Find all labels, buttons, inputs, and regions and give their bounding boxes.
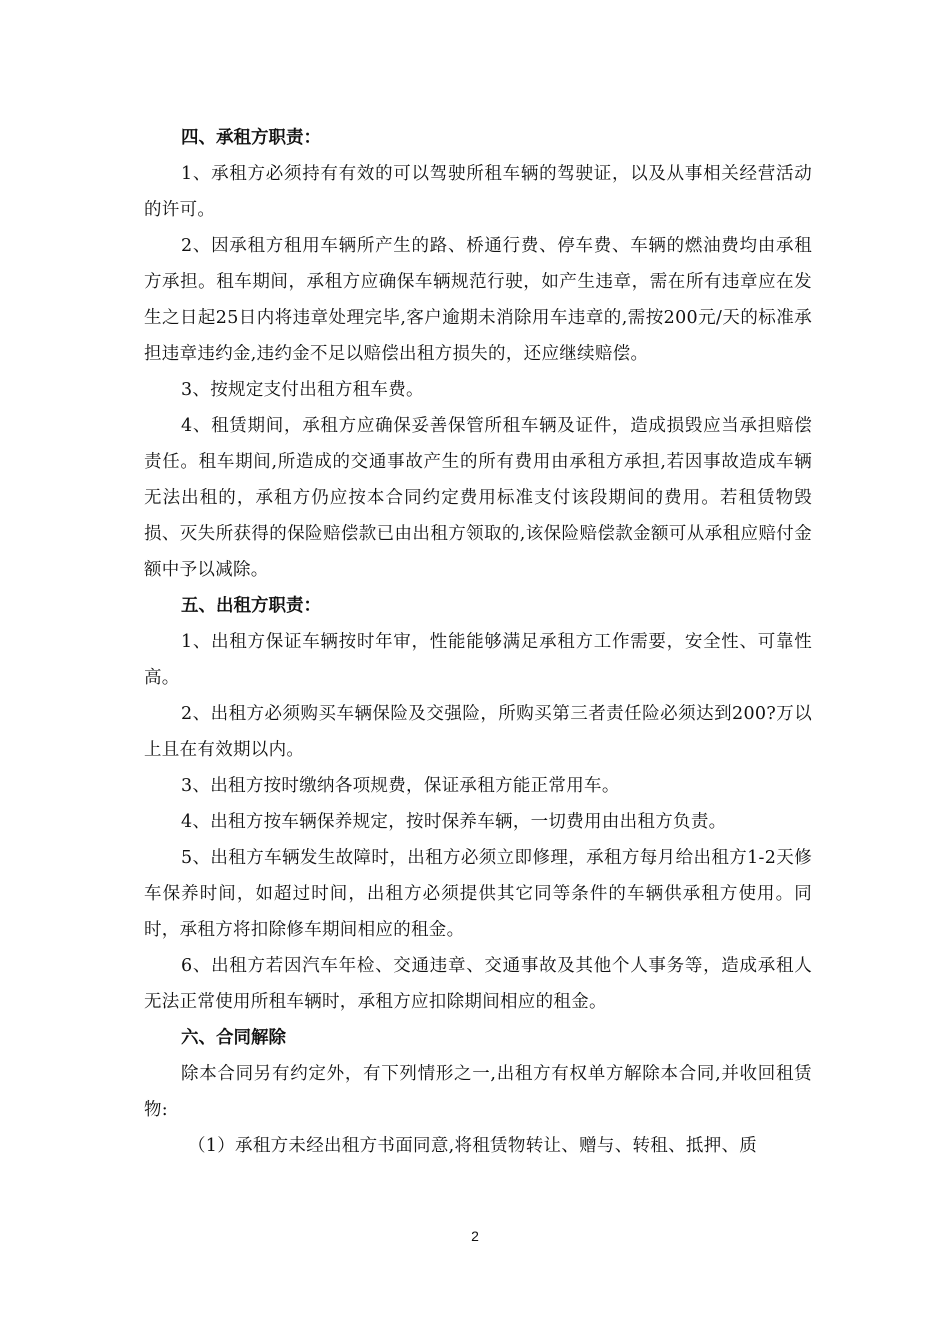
paragraph: 5、出租方车辆发生故障时，出租方必须立即修理，承租方每月给出租方1-2天修车保养时间，如超过时间，出租方必须提供其它同等条件的车辆供承租方使用。同时，承租方将扣除修车期间相应的租金。 — [144, 848, 812, 940]
page-number: 2 — [471, 1228, 479, 1244]
paragraph: 1、承租方必须持有有效的可以驾驶所租车辆的驾驶证，以及从事相关经营活动的许可。 — [144, 164, 812, 220]
paragraph: 除本合同另有约定外，有下列情形之一,出租方有权单方解除本合同,并收回租赁物: — [144, 1064, 812, 1120]
paragraph: 1、出租方保证车辆按时年审，性能能够满足承租方工作需要，安全性、可靠性高。 — [144, 632, 812, 688]
paragraph: 4、租赁期间，承租方应确保妥善保管所租车辆及证件，造成损毁应当承担赔偿责任。租车期间,所造成的交通事故产生的所有费用由承租方承担,若因事故造成车辆无法出租的，承租方仍应按本合同约定费用标准支付该段期间的费用。若租赁物毁损、灭失所获得的保险赔偿款已由出租方领取的,该保险赔偿款金额可从承租应赔付金额中予以减除。 — [144, 416, 812, 580]
section-contract-termination — [144, 1020, 812, 1164]
paragraph: 2、因承租方租用车辆所产生的路、桥通行费、停车费、车辆的燃油费均由承租方承担。租车期间，承租方应确保车辆规范行驶，如产生违章，需在所有违章应在发生之日起25日内将违章处理完毕,客户逾期未消除用车违章的,需按200元/天的标准承担违章违约金,违约金不足以赔偿出租方损失的，还应继续赔偿。 — [144, 236, 812, 364]
document-body — [144, 120, 812, 1164]
paragraph: 2、出租方必须购买车辆保险及交强险，所购买第三者责任险必须达到200?万以上且在有效期以内。 — [144, 704, 812, 760]
section-heading: 五、出租方职责： — [181, 596, 321, 616]
section-heading: 四、承租方职责： — [181, 128, 321, 148]
list-item: （1）承租方未经出租方书面同意,将租赁物转让、赠与、转租、抵押、质 — [188, 1136, 758, 1156]
paragraph: 3、按规定支付出租方租车费。 — [181, 380, 424, 400]
section-lessee-duties — [144, 120, 812, 588]
paragraph: 6、出租方若因汽车年检、交通违章、交通事故及其他个人事务等，造成承租人无法正常使用所租车辆时，承租方应扣除期间相应的租金。 — [144, 956, 812, 1012]
section-lessor-duties — [144, 588, 812, 1020]
section-heading: 六、合同解除 — [181, 1028, 286, 1048]
paragraph: 4、出租方按车辆保养规定，按时保养车辆，一切费用由出租方负责。 — [181, 812, 727, 832]
paragraph: 3、出租方按时缴纳各项规费，保证承租方能正常用车。 — [181, 776, 620, 796]
